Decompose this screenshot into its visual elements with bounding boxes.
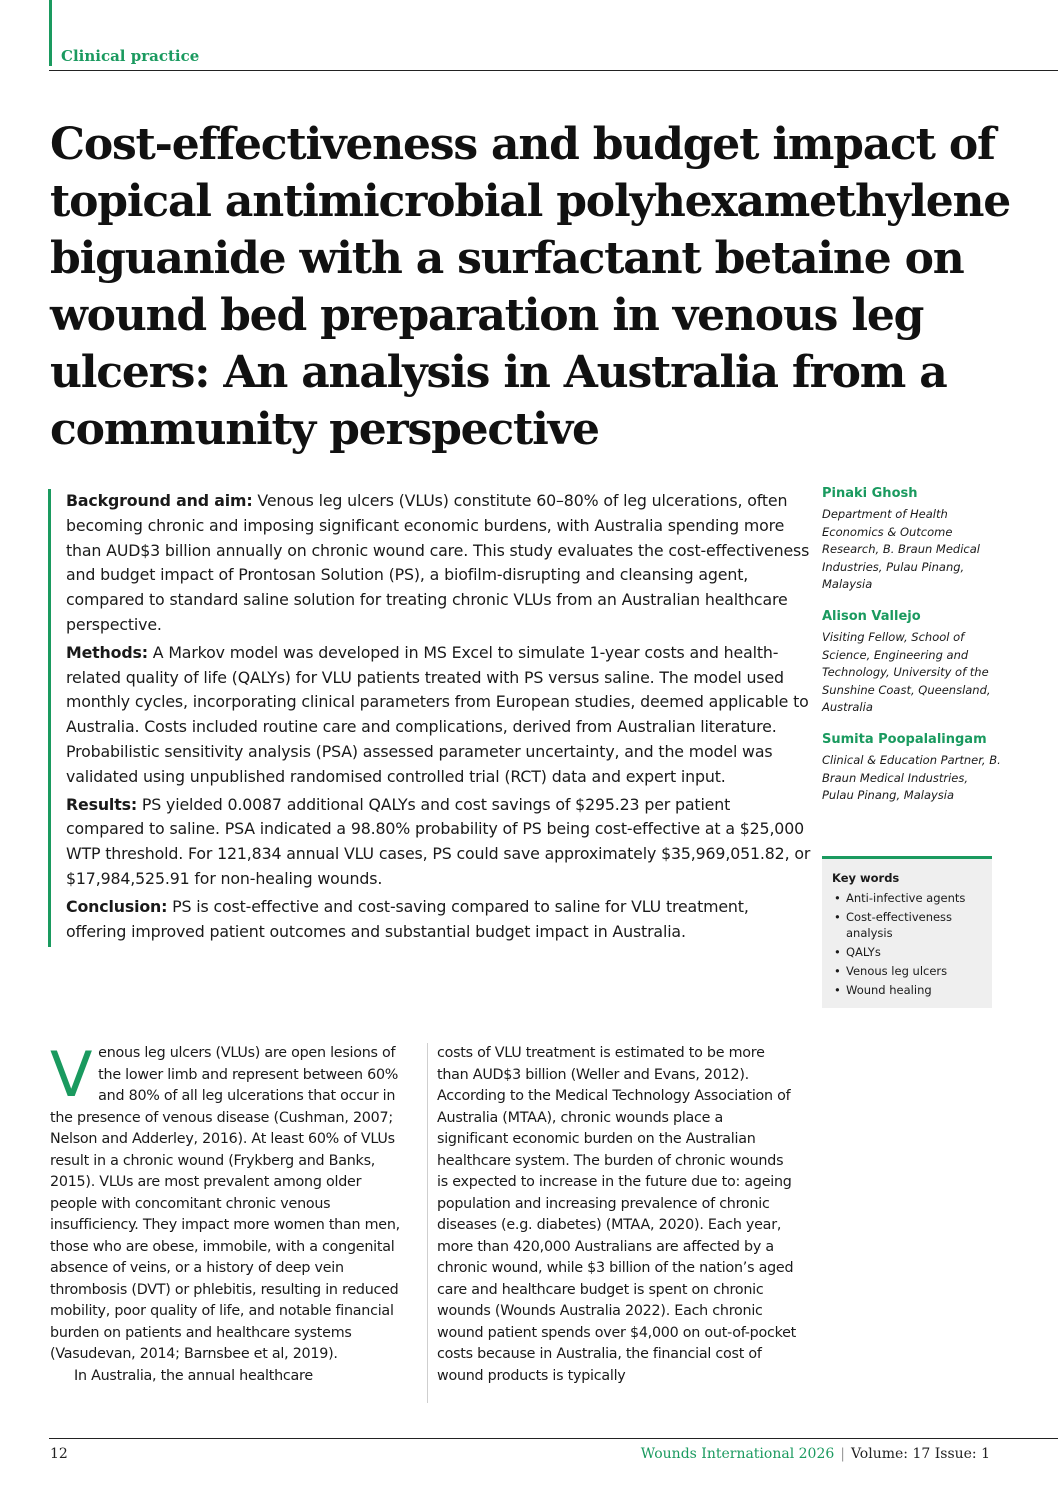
author-block	[822, 609, 1002, 717]
body-paragraph: In Australia, the annual healthcare	[74, 1367, 313, 1384]
footer-rule	[49, 1438, 1058, 1439]
article-title: Cost-effectiveness and budget impact of topical antimicrobial polyhexamethylene biguanide with a surfactant betaine on wound bed preparation in venous leg ulcers: An analysis in Australia from a community perspective	[50, 119, 1011, 455]
author-affiliation: Visiting Fellow, School of Science, Engineering and Technology, University of the Sunshine Coast, Queensland, Australia	[822, 629, 991, 715]
abstract-label: Results:	[66, 794, 138, 814]
section-label: Clinical practice	[61, 47, 200, 65]
keyword-item: • Venous leg ulcers	[832, 963, 984, 979]
abstract-label: Methods:	[66, 642, 148, 662]
keyword-item: • QALYs	[832, 944, 984, 960]
section-accent-bar	[49, 0, 52, 66]
footer-citation	[641, 1446, 990, 1462]
author-affiliation: Department of Health Economics & Outcome Research, B. Braun Medical Industries, Pulau Pinang, Malaysia	[822, 507, 980, 592]
drop-cap: V	[50, 1038, 93, 1111]
abstract-conclusion	[66, 895, 811, 945]
author-block	[822, 732, 1002, 805]
abstract-text: A Markov model was developed in MS Excel to simulate 1-year costs and health-related quality of life (QALYs) for VLU patients treated with PS versus saline. The model used monthly cycles, incorporating clinical parameters from European studies, deemed applicable to Australia. Costs included routine care and complications, derived from Australian literature. Probabilistic sensitivity analysis (PSA) assessed parameter uncertainty, and the model was validated using unpublished randomised controlled trial (RCT) data and expert input.	[66, 642, 809, 786]
body-paragraph	[50, 1038, 408, 1366]
page-number: 12	[50, 1446, 68, 1462]
header-rule	[49, 70, 1058, 71]
journal-name: Wounds International 2026	[640, 1446, 835, 1462]
keywords-box	[822, 856, 992, 1008]
column-divider	[427, 1043, 428, 1403]
author-block	[822, 486, 1002, 594]
keyword-item: • Wound healing	[832, 982, 984, 998]
keywords-title: Key words	[832, 871, 900, 885]
body-paragraph: costs of VLU treatment is estimated to be more than AUD$3 billion (Weller and Evans, 2012). According to the Medical Technology Association of Australia (MTAA), chronic wounds place a significant economic burden on the Australian healthcare system. The burden of chronic wounds is expected to increase in the future due to: ageing population and increasing prevalence of chronic diseases (e.g. diabetes) (MTAA, 2020). Each year, more than 420,000 Australians are affected by a chronic wound, while $3 billion of the nation’s aged care and healthcare budget is spent on chronic wounds (Wounds Australia 2022). Each chronic wound patient spends over $4,000 on out-of-pocket costs because in Australia, the financial cost of wound products is typically	[437, 1045, 797, 1384]
keyword-item: • Cost-effectiveness analysis	[832, 909, 984, 941]
author-name: Alison Vallejo	[822, 608, 921, 624]
author-name: Pinaki Ghosh	[822, 486, 918, 501]
volume-issue: Volume: 17 Issue: 1	[850, 1446, 990, 1462]
body-column-2	[437, 1043, 797, 1387]
abstract-results	[66, 793, 811, 892]
keyword-item: • Anti-infective agents	[832, 890, 984, 906]
abstract-label: Background and aim:	[66, 491, 253, 510]
body-column-1	[50, 1038, 408, 1387]
abstract-text: PS yielded 0.0087 additional QALYs and cost savings of $295.23 per patient compared to saline. PSA indicated a 98.80% probability of PS being cost-effective at a $25,000 WTP threshold. For 121,834 annual VLU cases, PS could save approximately $35,969,051.82, or $17,984,525.91 for non-healing wounds.	[66, 794, 811, 888]
abstract-background	[66, 489, 811, 638]
author-affiliation: Clinical & Education Partner, B. Braun Medical Industries, Pulau Pinang, Malaysia	[822, 752, 1001, 803]
footer-separator: |	[840, 1446, 845, 1462]
abstract-text: Venous leg ulcers (VLUs) constitute 60–80% of leg ulcerations, often becoming chronic and imposing significant economic burdens, with Australia spending more than AUD$3 billion annually on chronic wound care. This study evaluates the cost-effectiveness and budget impact of Prontosan Solution (PS), a biofilm-disrupting and cleansing agent, compared to standard saline solution for treating chronic VLUs from an Australian healthcare perspective.	[66, 491, 810, 634]
abstract-label: Conclusion:	[66, 896, 168, 916]
author-list	[822, 486, 1002, 820]
abstract-text: PS is cost-effective and cost-saving compared to saline for VLU treatment, offering improved patient outcomes and substantial budget impact in Australia.	[66, 896, 749, 941]
body-text: enous leg ulcers (VLUs) are open lesions of the lower limb and represent between 60% and 80% of all leg ulcerations that occur in the presence of venous disease (Cushman, 2007; Nelson and Adderley, 2016). At least 60% of VLUs result in a chronic wound (Frykberg and Banks, 2015). VLUs are most prevalent among older people with concomitant chronic venous insufficiency. They impact more women than men, those who are obese, immobile, with a congenital absence of veins, or a history of deep vein thrombosis (DVT) or phlebitis, resulting in reduced mobility, poor quality of life, and notable financial burden on patients and healthcare systems (Vasudevan, 2014; Barnsbee et al, 2019).	[50, 1045, 400, 1362]
abstract	[48, 489, 811, 947]
abstract-methods	[66, 641, 811, 790]
author-name: Sumita Poopalalingam	[822, 731, 987, 747]
